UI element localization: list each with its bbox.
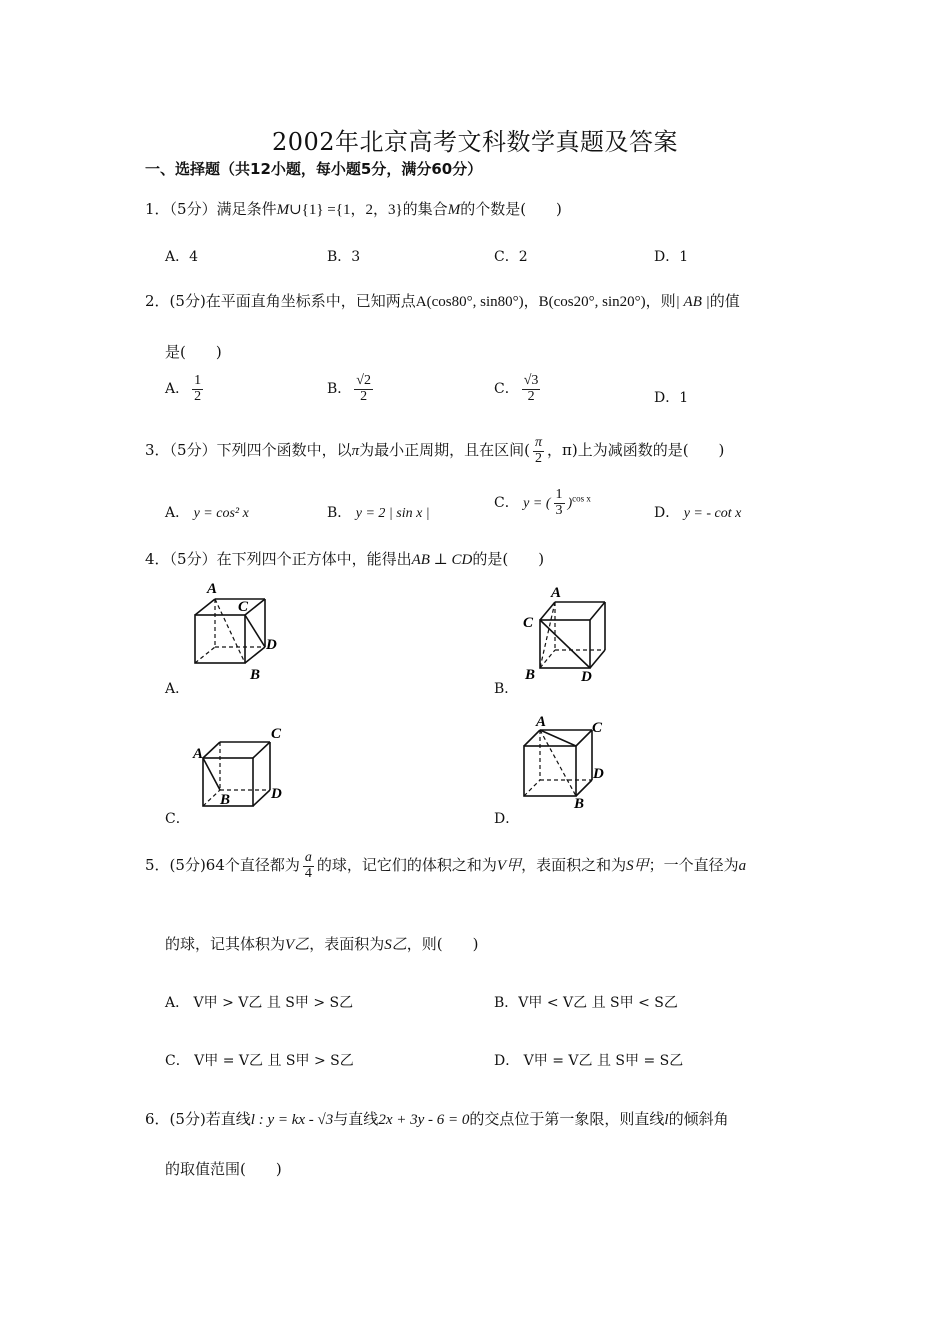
cube-a-label-c: C: [238, 599, 249, 615]
q6-end2: 的倾斜角: [668, 1110, 729, 1128]
q3-interval-fraction: [533, 436, 544, 466]
frac-den: 2: [534, 450, 542, 466]
question-3: [145, 436, 724, 466]
q4-option-b: B．: [494, 681, 519, 697]
q5-v-jia: V甲: [496, 858, 522, 875]
cube-b-label-c: C: [523, 615, 534, 631]
q3-option-c-fraction: [554, 488, 565, 518]
q5-option-c: C． V甲 = V乙 且 S甲 > S乙: [165, 1053, 354, 1069]
q3-option-a: [165, 502, 249, 522]
cube-d-label-d: D: [593, 766, 604, 782]
q2-prefix: 2．(5分)在平面直角坐标系中，已知两点: [145, 292, 416, 310]
q5-prefix: 5．(5分)64个直径都为: [145, 856, 300, 875]
q5-option-d: D． V甲 = V乙 且 S甲 = S乙: [494, 1053, 684, 1069]
cube-d-label-b: B: [574, 796, 585, 812]
q5-s-jia: S甲: [626, 858, 649, 875]
frac-num: √3: [523, 373, 539, 388]
q1-set-m-2: M: [447, 202, 461, 218]
q2-option-c-fraction: [522, 374, 541, 404]
frac-den: 2: [360, 388, 368, 404]
q2-option-b-fraction: [354, 374, 373, 404]
cube-b-label-d: D: [581, 669, 592, 685]
q3-option-b-expr: y = 2 | sin x |: [355, 506, 430, 521]
cube-c-label-b: B: [220, 792, 231, 808]
q5-continuation: [165, 933, 478, 954]
q5-cont3: ，则( ): [406, 935, 479, 953]
q3-option-b-label: B．: [327, 505, 352, 521]
q2-abs-ab: | AB |: [675, 294, 710, 310]
cube-b-label-b: B: [525, 667, 536, 683]
frac-den: 2: [527, 388, 535, 404]
q3-option-c-post: ): [567, 496, 573, 512]
q6-line-eq: 2x + 3y - 6 = 0: [378, 1112, 470, 1128]
q1-option-b: B．3: [327, 249, 361, 265]
q3-option-d-expr: y = - cot x: [683, 506, 742, 521]
question-2: [145, 290, 740, 311]
q4-end: 的是( ): [472, 550, 545, 568]
cube-figure-d: [510, 712, 620, 812]
q5-s-yi: S乙: [384, 937, 407, 953]
q3-end: ，π)上为减函数的是( ): [546, 441, 725, 460]
q2-option-a-fraction: [192, 374, 203, 404]
q6-end: 的交点位于第一象限，则直线: [469, 1110, 665, 1128]
q5-mid2: ，表面积之和为: [521, 856, 627, 875]
q2-option-a: [165, 374, 206, 404]
cube-b-label-a: A: [551, 585, 562, 601]
q3-mid: 为最小正周期，且在区间(: [359, 441, 530, 460]
q5-mid: 的球，记它们的体积之和为: [316, 856, 497, 875]
q6-mid: 与直线: [333, 1110, 379, 1128]
question-5: [145, 851, 746, 881]
frac-den: 2: [194, 388, 202, 404]
q5-option-a: A． V甲 > V乙 且 S甲 > S乙: [165, 995, 354, 1011]
q2-option-a-label: A．: [165, 381, 190, 398]
q1-set-m: M: [276, 202, 290, 218]
question-1: [145, 198, 562, 219]
frac-num: 1: [555, 487, 563, 502]
q3-option-d-label: D．: [654, 505, 680, 521]
q2-continuation: 是( ): [165, 343, 222, 361]
q5-mid3: ；一个直径为: [648, 856, 739, 875]
q1-prefix: 1．（5分）满足条件: [145, 200, 277, 218]
cube-c-label-a: A: [193, 746, 204, 762]
q2-option-b: [327, 374, 376, 404]
q4-option-c: C．: [165, 811, 190, 827]
q2-sep: ，: [523, 292, 539, 310]
q5-a: a: [738, 858, 747, 875]
cube-figure-a: [180, 575, 290, 685]
q3-prefix: 3．（5分）下列四个函数中，以: [145, 441, 352, 460]
q3-option-c: [494, 488, 591, 518]
q1-option-c: C．2: [494, 249, 528, 265]
q3-option-a-label: A．: [165, 505, 190, 521]
question-6: [145, 1108, 729, 1129]
q3-option-c-exponent: cos x: [572, 493, 591, 504]
frac-num: 1: [194, 373, 202, 388]
cube-d-label-c: C: [592, 720, 603, 736]
q3-option-c-label: C．: [494, 495, 519, 512]
q5-v-yi: V乙: [285, 937, 310, 953]
frac-den: 3: [555, 502, 563, 518]
cube-a-label-a: A: [207, 581, 218, 597]
q6-prefix: 6．(5分)若直线: [145, 1110, 251, 1128]
q2-option-c: [494, 374, 543, 404]
cube-figure-c: [185, 718, 295, 813]
section-heading: 一、选择题（共12小题，每小题5分，满分60分）: [145, 160, 483, 178]
q3-option-a-expr: y = cos² x: [193, 506, 249, 521]
q2-post: ，则: [645, 292, 676, 310]
q3-option-c-pre: y = (: [523, 496, 551, 512]
q1-option-d: D．1: [654, 249, 689, 265]
q1-union-expr: ∪{1} ={1，2，3}: [289, 202, 403, 218]
q3-option-b: [327, 502, 430, 522]
frac-num: π: [534, 435, 542, 450]
q2-option-c-label: C．: [494, 381, 519, 398]
q2-point-b: B(cos20°, sin20°): [538, 294, 646, 310]
q3-pi: π: [351, 443, 360, 460]
cube-a-label-d: D: [266, 637, 277, 653]
q5-cont2: ，表面积为: [309, 935, 385, 953]
q2-option-b-label: B．: [327, 381, 352, 398]
q3-option-d: [654, 502, 741, 522]
q4-prefix: 4．（5分）在下列四个正方体中，能得出: [145, 550, 412, 568]
question-4: [145, 548, 544, 569]
q4-option-d: D．: [494, 811, 520, 827]
q6-continuation: 的取值范围( ): [165, 1160, 282, 1178]
q1-mid: 的集合: [402, 200, 448, 218]
q4-option-a: A．: [165, 681, 190, 697]
q6-line-l: l : y = kx - √3: [250, 1112, 334, 1128]
q5-cont: 的球，记其体积为: [165, 935, 286, 953]
page-title: 2002年北京高考文科数学真题及答案: [271, 128, 679, 156]
cube-c-label-d: D: [271, 786, 282, 802]
cube-a-label-b: B: [250, 667, 261, 683]
q5-fraction: [303, 851, 314, 881]
q1-end: 的个数是( ): [460, 200, 562, 218]
q6-l: l: [664, 1112, 669, 1128]
frac-den: 4: [304, 865, 312, 881]
frac-num: a: [304, 850, 312, 865]
q2-option-d: D．1: [654, 390, 689, 406]
q4-expr: AB ⊥ CD: [411, 552, 473, 568]
cube-c-label-c: C: [271, 726, 282, 742]
q2-point-a: A(cos80°, sin80°): [415, 294, 524, 310]
frac-num: √2: [356, 373, 371, 388]
cube-figure-b: [515, 575, 625, 685]
q5-option-b: B．V甲 < V乙 且 S甲 < S乙: [494, 995, 678, 1011]
cube-d-label-a: A: [536, 714, 547, 730]
q1-option-a: A．4: [165, 249, 199, 265]
q2-end: 的值: [709, 292, 740, 310]
